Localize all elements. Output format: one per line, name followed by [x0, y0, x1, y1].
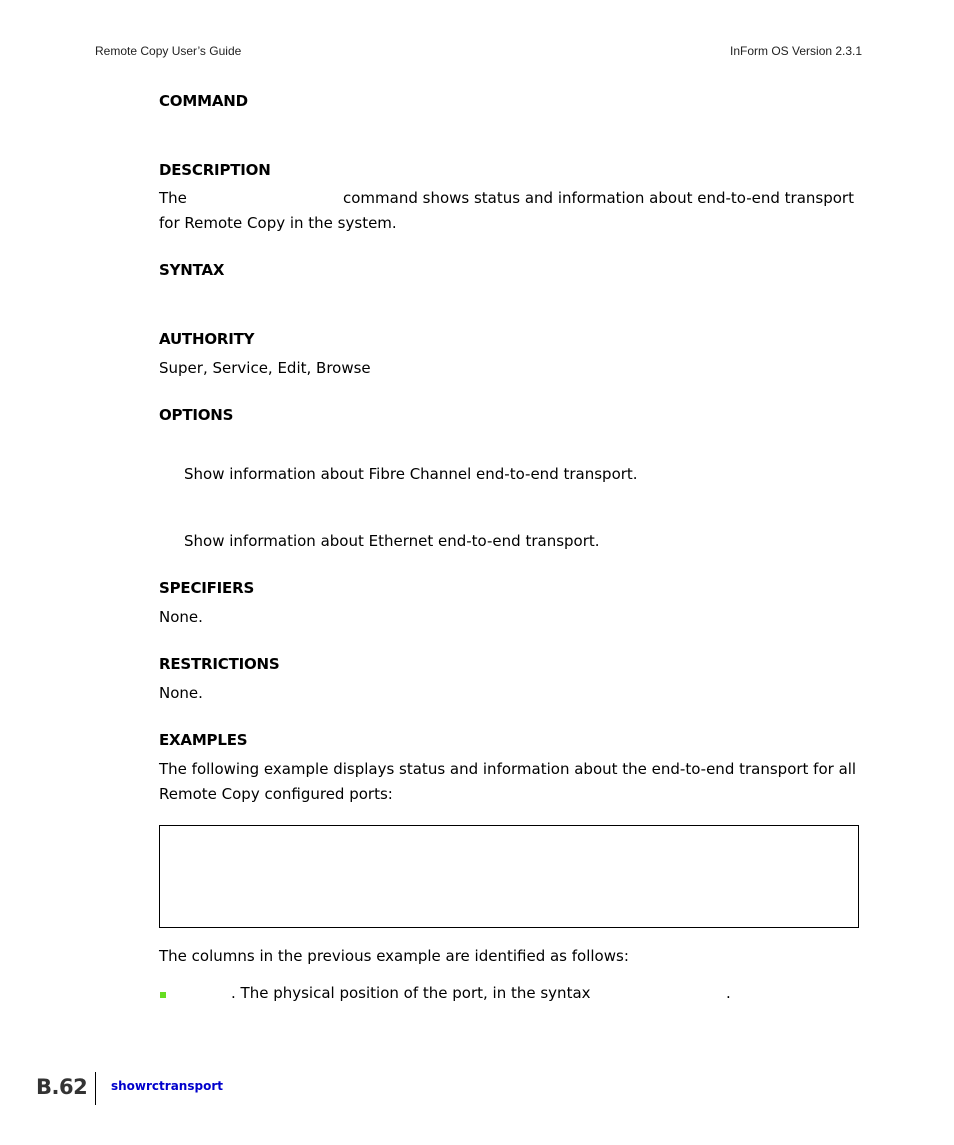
footer-divider — [95, 1072, 96, 1105]
examples-text-line2: Remote Copy configured ports: — [159, 785, 393, 803]
option-eth-description: Show information about Ethernet end-to-end transport. — [184, 532, 600, 550]
examples-text-line1: The following example displays status and information about the end-to-end transport for all — [159, 760, 857, 778]
heading-options: OPTIONS — [159, 406, 234, 424]
example-output-box — [159, 825, 859, 928]
columns-intro-text: The columns in the previous example are identified as follows: — [159, 947, 629, 965]
heading-description: DESCRIPTION — [159, 161, 271, 179]
description-text-the: The — [159, 189, 187, 207]
specifiers-text: None. — [159, 608, 203, 626]
heading-command: COMMAND — [159, 92, 248, 110]
bullet-marker — [160, 992, 166, 998]
running-header-left: Remote Copy User’s Guide — [95, 44, 242, 58]
bullet-text: . The physical position of the port, in the syntax — [231, 984, 591, 1002]
heading-restrictions: RESTRICTIONS — [159, 655, 280, 673]
authority-text: Super, Service, Edit, Browse — [159, 359, 371, 377]
heading-examples: EXAMPLES — [159, 731, 248, 749]
running-header-right: InForm OS Version 2.3.1 — [730, 44, 863, 58]
heading-specifiers: SPECIFIERS — [159, 579, 255, 597]
option-fc-description: Show information about Fibre Channel end-to-end transport. — [184, 465, 638, 483]
bullet-text-end: . — [726, 984, 731, 1002]
restrictions-text: None. — [159, 684, 203, 702]
heading-syntax: SYNTAX — [159, 261, 225, 279]
page-number: B.62 — [36, 1075, 88, 1099]
heading-authority: AUTHORITY — [159, 330, 255, 348]
footer-chapter-link[interactable]: showrctransport — [111, 1079, 223, 1093]
description-text-rest: command shows status and information about end-to-end transport — [343, 189, 854, 207]
description-text-line2: for Remote Copy in the system. — [159, 214, 397, 232]
